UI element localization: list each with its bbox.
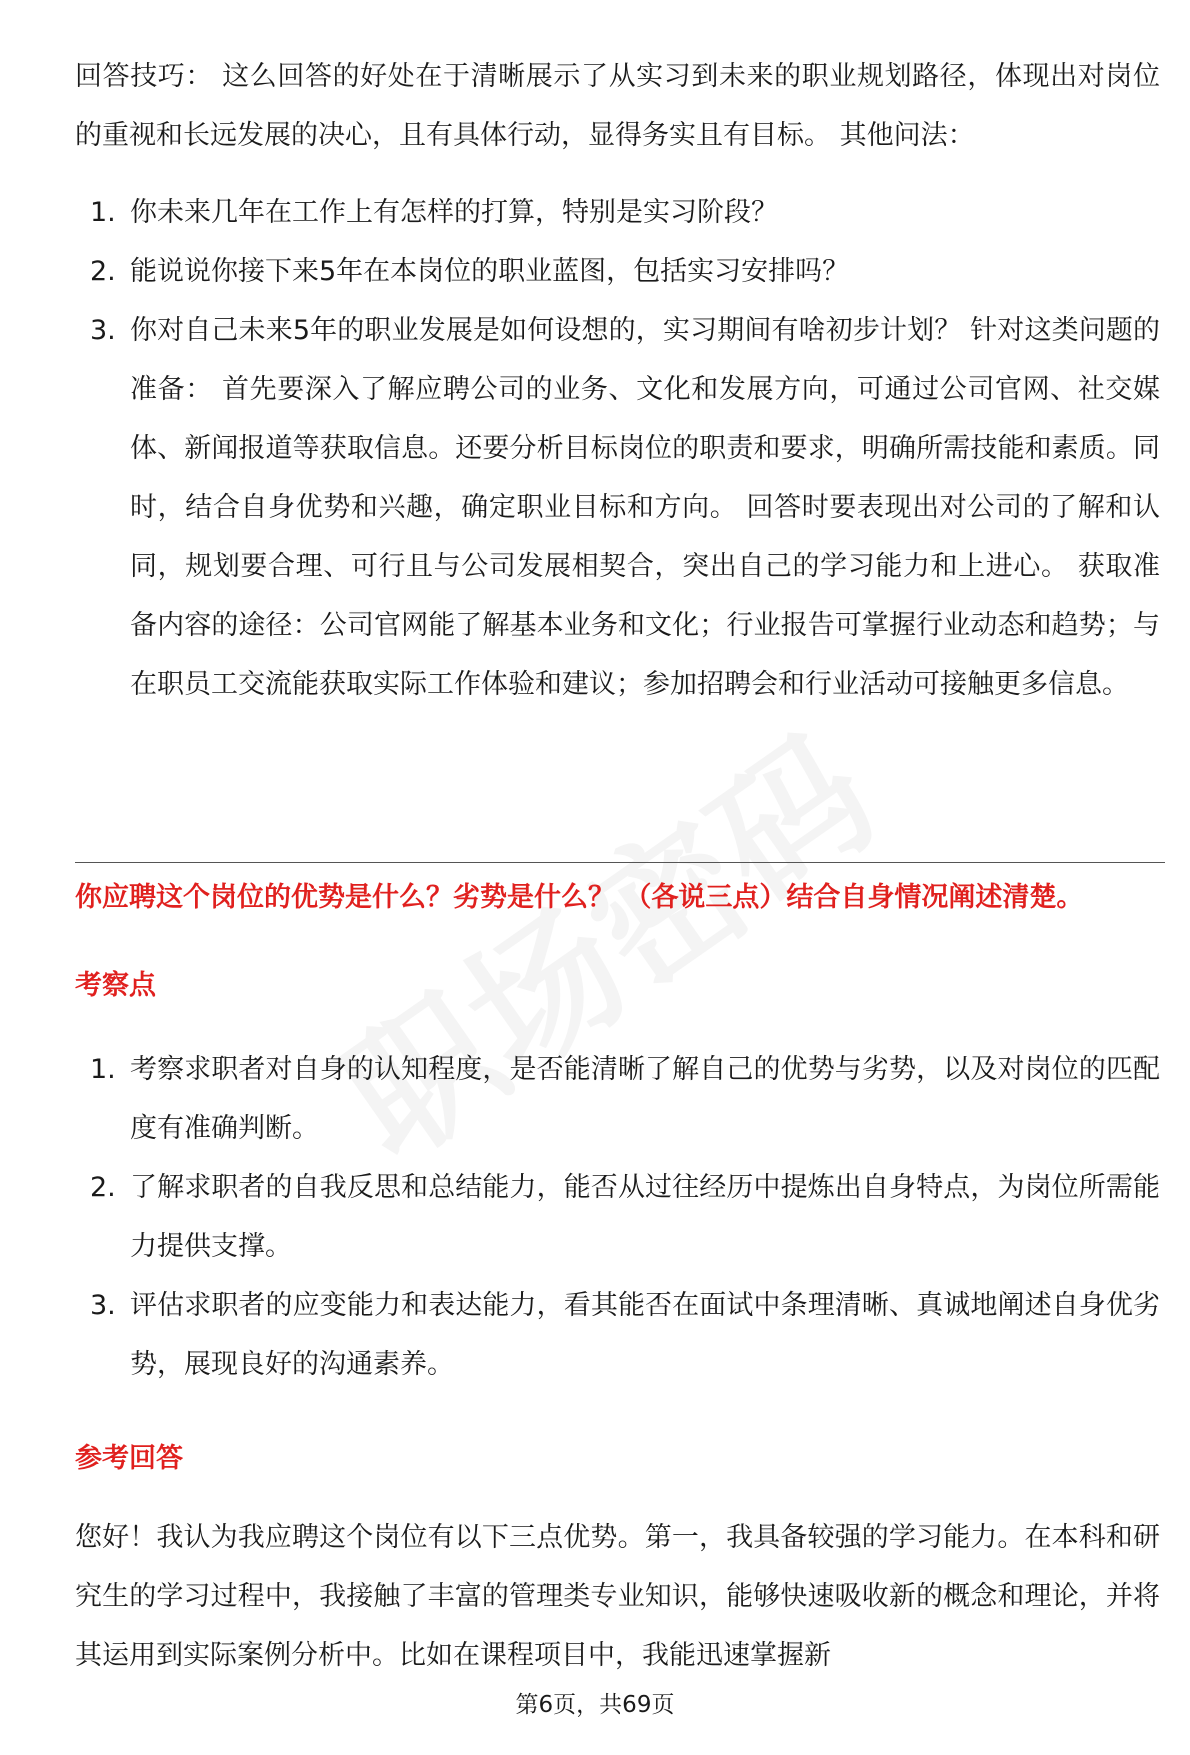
list-number: 1.	[90, 197, 116, 228]
list-item-text: 评估求职者的应变能力和表达能力，看其能否在面试中条理清晰、真诚地阐述自身优劣势，展现良好的沟通素养。	[130, 1290, 1160, 1380]
list-item-text: 你未来几年在工作上有怎样的打算，特别是实习阶段？	[130, 197, 778, 228]
question-title: 你应聘这个岗位的优势是什么？劣势是什么？ （各说三点）结合自身情况阐述清楚。	[75, 882, 1084, 913]
list-item-text: 你对自己未来5年的职业发展是如何设想的，实习期间有啥初步计划？ 针对这类问题的准备： 首先要深入了解应聘公司的业务、文化和发展方向，可通过公司官网、社交媒体、新闻报道等获取信息。还要分析目标岗位的职责和要求，明确所需技能和素质。同时，结合自身优势和兴趣，确定职业目标和方向。 回答时要表现出对公司的了解和认同，规划要合理、可行且与公司发展相契合，突出自己的学习能力和上进心。 获取准备内容的途径：公司官网能了解基本业务和文化；行业报告可掌握行业动态和趋势；与在职员工交流能获取实际工作体验和建议；参加招聘会和行业活动可接触更多信息。	[130, 315, 1160, 700]
list-number: 2.	[90, 1172, 116, 1203]
list-item	[75, 1158, 1160, 1276]
list-item	[75, 301, 1160, 714]
list-item	[75, 242, 1160, 301]
reference-answer-heading: 参考回答	[75, 1443, 183, 1474]
other-questions-list	[75, 183, 1160, 714]
assessment-heading: 考察点	[75, 970, 156, 1001]
list-number: 1.	[90, 1054, 116, 1085]
list-item	[75, 1040, 1160, 1158]
list-item	[75, 183, 1160, 242]
list-item	[75, 1276, 1160, 1394]
list-item-text: 考察求职者对自身的认知程度，是否能清晰了解自己的优势与劣势，以及对岗位的匹配度有准确判断。	[130, 1054, 1160, 1144]
list-item-text: 能说说你接下来5年在本岗位的职业蓝图，包括实习安排吗？	[130, 256, 850, 287]
answer-tips-paragraph: 回答技巧： 这么回答的好处在于清晰展示了从实习到未来的职业规划路径，体现出对岗位的重视和长远发展的决心，且有具体行动，显得务实且有目标。 其他问法：	[75, 61, 1160, 151]
list-number: 3.	[90, 315, 116, 346]
section-divider	[75, 862, 1165, 863]
page-number: 第6页，共69页	[515, 1692, 675, 1718]
list-number: 3.	[90, 1290, 116, 1321]
list-number: 2.	[90, 256, 116, 287]
list-item-text: 了解求职者的自我反思和总结能力，能否从过往经历中提炼出自身特点，为岗位所需能力提供支撑。	[130, 1172, 1160, 1262]
assessment-list	[75, 1040, 1160, 1394]
reference-answer-paragraph: 您好！我认为我应聘这个岗位有以下三点优势。第一，我具备较强的学习能力。在本科和研究生的学习过程中，我接触了丰富的管理类专业知识，能够快速吸收新的概念和理论，并将其运用到实际案例分析中。比如在课程项目中，我能迅速掌握新	[75, 1522, 1160, 1671]
